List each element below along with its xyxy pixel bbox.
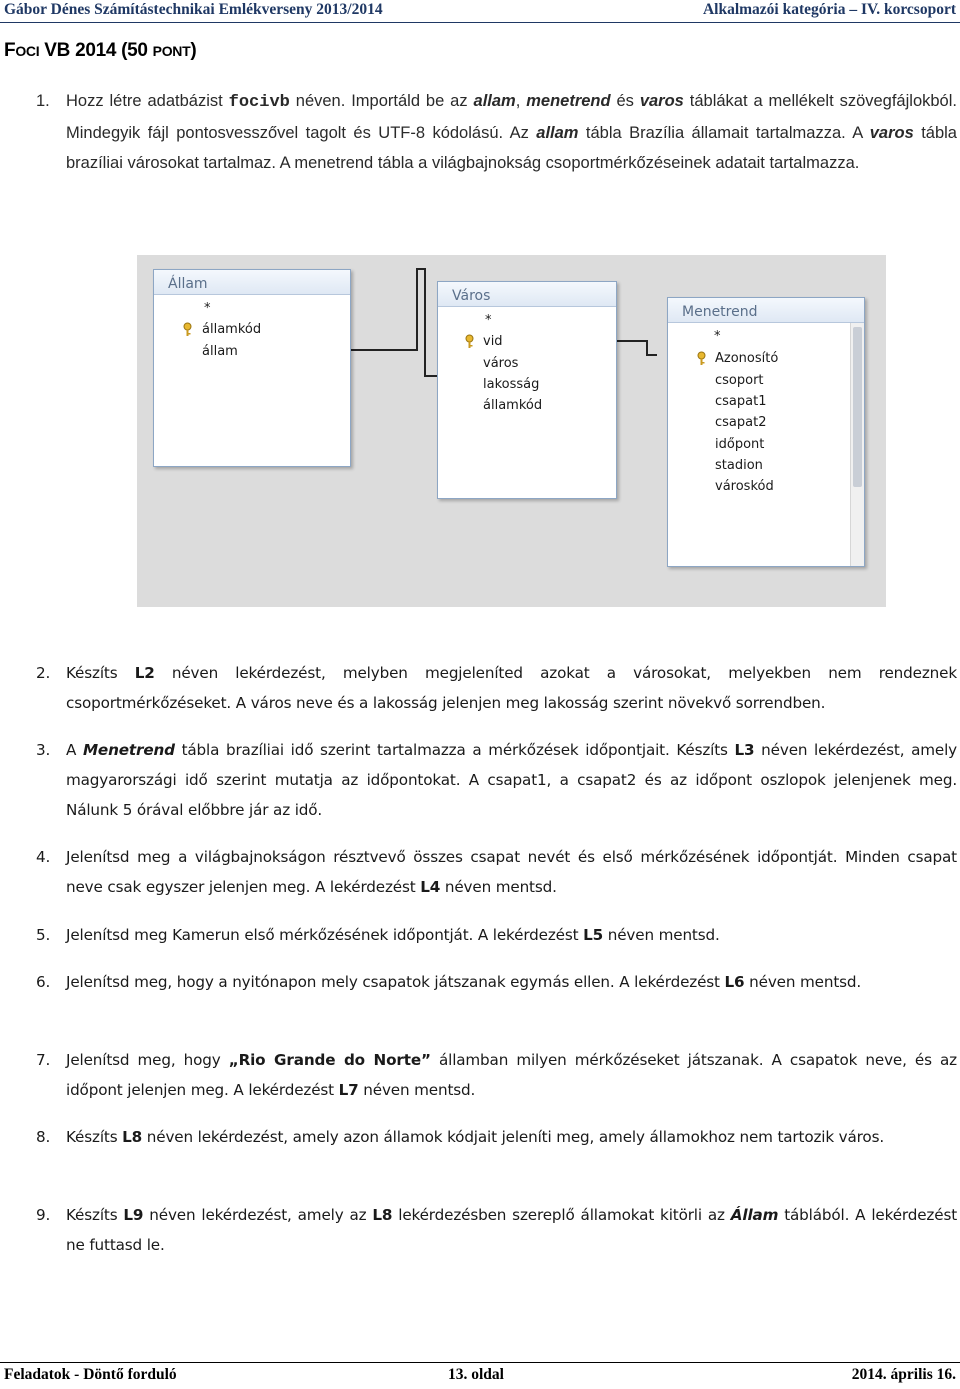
- table-box-menetrend[interactable]: [667, 297, 865, 567]
- task-text: A Menetrend tábla brazíliai idő szerint tartalmazza a mérkőzések időpontjait. Készíts L3 néven lekérdezést, amely magyarországi idő szerint mutatja az időpontokat. A csapat1, a csapat2 és az időpont oszlopok jelenjenek meg. Nálunk 5 órával előbbre jár az idő.: [66, 741, 957, 819]
- database-name: focivb: [228, 93, 290, 112]
- field: városkód: [715, 479, 774, 494]
- field: *: [485, 313, 492, 328]
- task-text: Jelenítsd meg a világbajnokságon résztvevő összes csapat nevét és első mérkőzésének időpontját. Minden csapat neve csak egyszer jelenjen meg. A lekérdezést L4 néven mentsd.: [66, 848, 957, 896]
- field: időpont: [715, 437, 765, 452]
- task-text: Jelenítsd meg, hogy a nyitónapon mely csapatok játszanak egymás ellen. A lekérdezést L6 néven mentsd.: [66, 973, 862, 991]
- task-text: Jelenítsd meg, hogy „Rio Grande do Norte” államban milyen mérkőzéseket játszanak. A csapatok neve, és az időpont jelenjen meg. A lekérdezést L7 néven mentsd.: [66, 1051, 957, 1099]
- table-box-varos[interactable]: [437, 281, 617, 499]
- header-competition-title: Gábor Dénes Számítástechnikai Emlékverseny 2013/2014: [4, 1, 383, 18]
- field: államkód: [483, 398, 543, 413]
- table-title: Állam: [154, 270, 350, 295]
- task-3: [36, 735, 957, 825]
- section-title: FOCI VB 2014 (50 PONT): [4, 40, 197, 61]
- field: csapat2: [715, 415, 767, 430]
- header-category: Alkalmazói kategória – IV. korcsoport: [702, 1, 956, 18]
- page-header: [0, 0, 960, 24]
- field: államkód: [202, 322, 262, 337]
- key-icon: [182, 322, 193, 337]
- task-text: Készíts L2 néven lekérdezést, melyben megjeleníted azokat a városokat, melyekben nem rendeznek csoportmérkőzéseket. A város neve és a lakosság jelenjen meg lakosság szerint növekvő sorrendben.: [66, 664, 957, 712]
- footer-date: 2014. április 16.: [851, 1366, 956, 1383]
- task-4: [36, 842, 957, 902]
- page-footer: [0, 1362, 960, 1389]
- scrollbar-thumb[interactable]: [853, 327, 862, 487]
- field: csoport: [715, 373, 764, 388]
- relationship-diagram: [137, 255, 886, 607]
- field: *: [204, 301, 211, 316]
- footer-rule: [0, 1362, 960, 1363]
- field: lakosság: [483, 377, 540, 392]
- key-icon: [464, 334, 475, 349]
- task-text: Készíts L9 néven lekérdezést, amely az L8 lekérdezésben szereplő államokat kitörli az Állam táblából. A lekérdezést ne futtasd le.: [66, 1206, 958, 1254]
- field: *: [714, 329, 721, 344]
- task-number: 1.: [36, 92, 50, 110]
- task-number: 7.: [36, 1051, 51, 1069]
- footer-round: Feladatok - Döntő forduló: [4, 1366, 177, 1383]
- task-text: Készíts L8 néven lekérdezést, amely azon államok kódjait jeleníti meg, amely államokhoz nem tartozik város.: [66, 1128, 885, 1146]
- field: Azonosító: [715, 351, 779, 366]
- field: stadion: [715, 458, 763, 473]
- task-1: [36, 86, 957, 178]
- relationship-line-varos-menetrend: [615, 341, 657, 355]
- footer-page-number: 13. oldal: [448, 1366, 504, 1383]
- task-number: 2.: [36, 664, 51, 682]
- task-text: Jelenítsd meg Kamerun első mérkőzésének időpontját. A lekérdezést L5 néven mentsd.: [66, 926, 720, 944]
- header-rule: [0, 22, 960, 23]
- relationship-line-allam-varos: [349, 269, 437, 376]
- table-title: Város: [438, 282, 616, 307]
- key-icon: [696, 351, 707, 366]
- task-number: 9.: [36, 1206, 51, 1224]
- task-6: [36, 967, 957, 997]
- task-number: 3.: [36, 741, 51, 759]
- task-7: [36, 1045, 957, 1105]
- table-title: Menetrend: [668, 298, 864, 323]
- task-9: [36, 1200, 957, 1260]
- task-5: [36, 920, 957, 950]
- task-text: Hozz létre adatbázist focivb néven. Importáld be az allam, menetrend és varos táblákat a mellékelt szövegfájlokból. Mindegyik fájl pontosvesszővel tagolt és UTF-8 kódolású. Az allam tábla Brazília államait tartalmazza. A varos tábla brazíliai városokat tartalmaz. A menetrend tábla a világbajnokság csoportmérkőzéseinek adatait tartalmazza.: [66, 92, 957, 172]
- field: csapat1: [715, 394, 767, 409]
- task-8: [36, 1122, 957, 1152]
- task-number: 5.: [36, 926, 51, 944]
- field: város: [483, 356, 519, 371]
- field: állam: [202, 344, 238, 359]
- field: vid: [483, 334, 503, 349]
- task-number: 4.: [36, 848, 51, 866]
- task-number: 6.: [36, 973, 51, 991]
- table-box-allam[interactable]: [153, 269, 351, 467]
- table-scrollbar[interactable]: [850, 323, 864, 566]
- task-number: 8.: [36, 1128, 51, 1146]
- task-2: [36, 658, 957, 718]
